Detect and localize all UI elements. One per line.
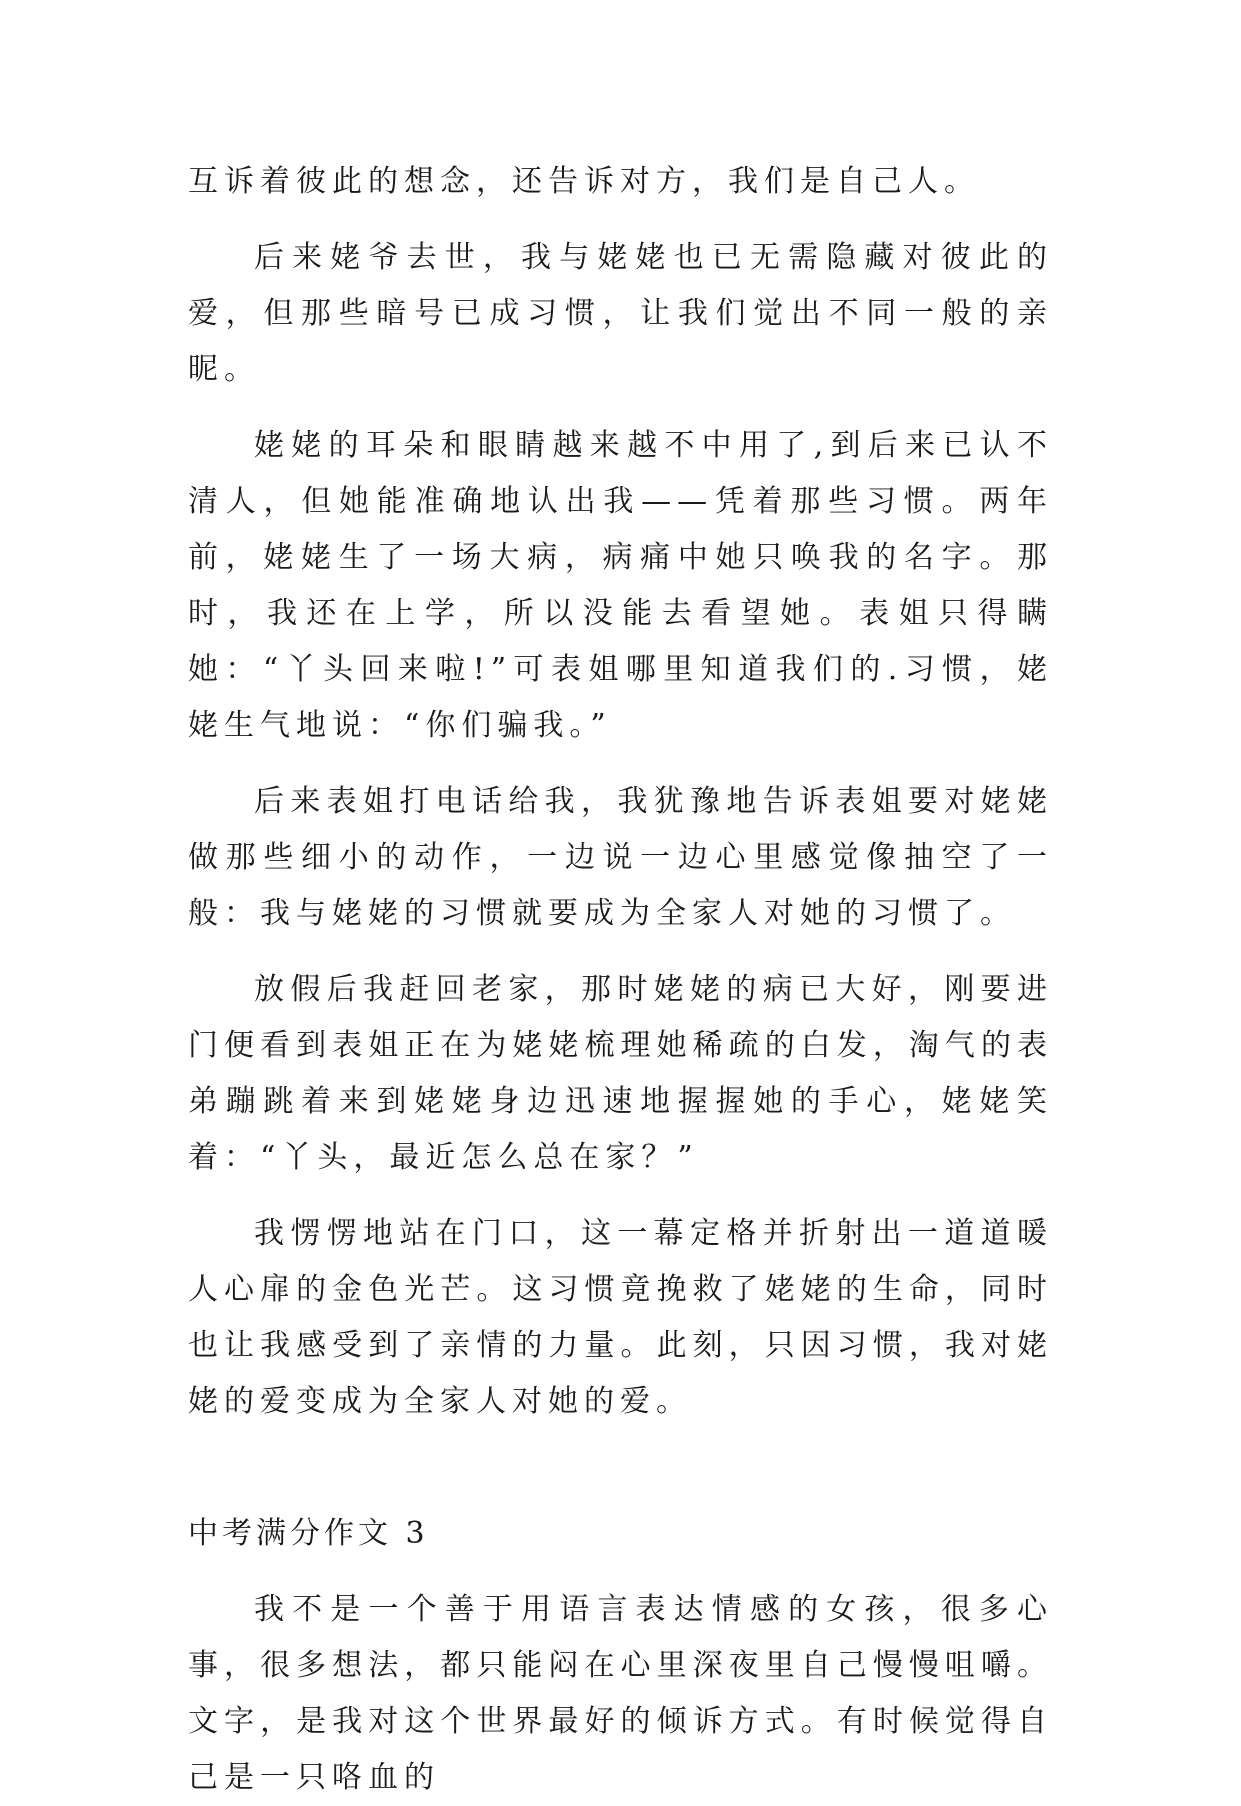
- paragraph-continuation: 互诉着彼此的想念，还告诉对方，我们是自己人。: [188, 164, 980, 199]
- essay-body: [188, 154, 1053, 1806]
- section-gap: [188, 1430, 1053, 1506]
- paragraph: 后来表姐打电话给我，我犹豫地告诉表姐要对姥姥做那些细小的动作，一边说一边心里感觉像抽空了一般：我与姥姥的习惯就要成为全家人对她的习惯了。: [188, 784, 1053, 931]
- section-heading: 中考满分作文 3: [188, 1516, 429, 1551]
- paragraph: 后来姥爷去世，我与姥姥也已无需隐藏对彼此的爱，但那些暗号已成习惯，让我们觉出不同一般的亲昵。: [188, 240, 1053, 387]
- paragraph-gap: [188, 1186, 1053, 1206]
- paragraph: 我愣愣地站在门口，这一幕定格并折射出一道道暖人心扉的金色光芒。这习惯竟挽救了姥姥的生命，同时也让我感受到了亲情的力量。此刻，只因习惯，我对姥姥的爱变成为全家人对她的爱。: [188, 1216, 1053, 1419]
- paragraph: 我不是一个善于用语言表达情感的女孩，很多心事，很多想法，都只能闷在心里深夜里自己慢慢咀嚼。文字，是我对这个世界最好的倾诉方式。有时候觉得自己是一只咯血的: [188, 1592, 1053, 1795]
- paragraph-gap: [188, 942, 1053, 962]
- paragraph: 姥姥的耳朵和眼睛越来越不中用了,到后来已认不清人，但她能准确地认出我——凭着那些习惯。两年前，姥姥生了一场大病，病痛中她只唤我的名字。那时，我还在上学，所以没能去看望她。表姐只得瞒她：“丫头回来啦!”可表姐哪里知道我们的.习惯，姥姥生气地说：“你们骗我。”: [188, 428, 1053, 743]
- paragraph-gap: [188, 398, 1053, 418]
- paragraph: 放假后我赶回老家，那时姥姥的病已大好，刚要进门便看到表姐正在为姥姥梳理她稀疏的白发，淘气的表弟蹦跳着来到姥姥身边迅速地握握她的手心，姥姥笑着：“丫头，最近怎么总在家？”: [188, 972, 1053, 1175]
- paragraph-gap: [188, 1562, 1053, 1582]
- paragraph-gap: [188, 754, 1053, 774]
- paragraph-gap: [188, 210, 1053, 230]
